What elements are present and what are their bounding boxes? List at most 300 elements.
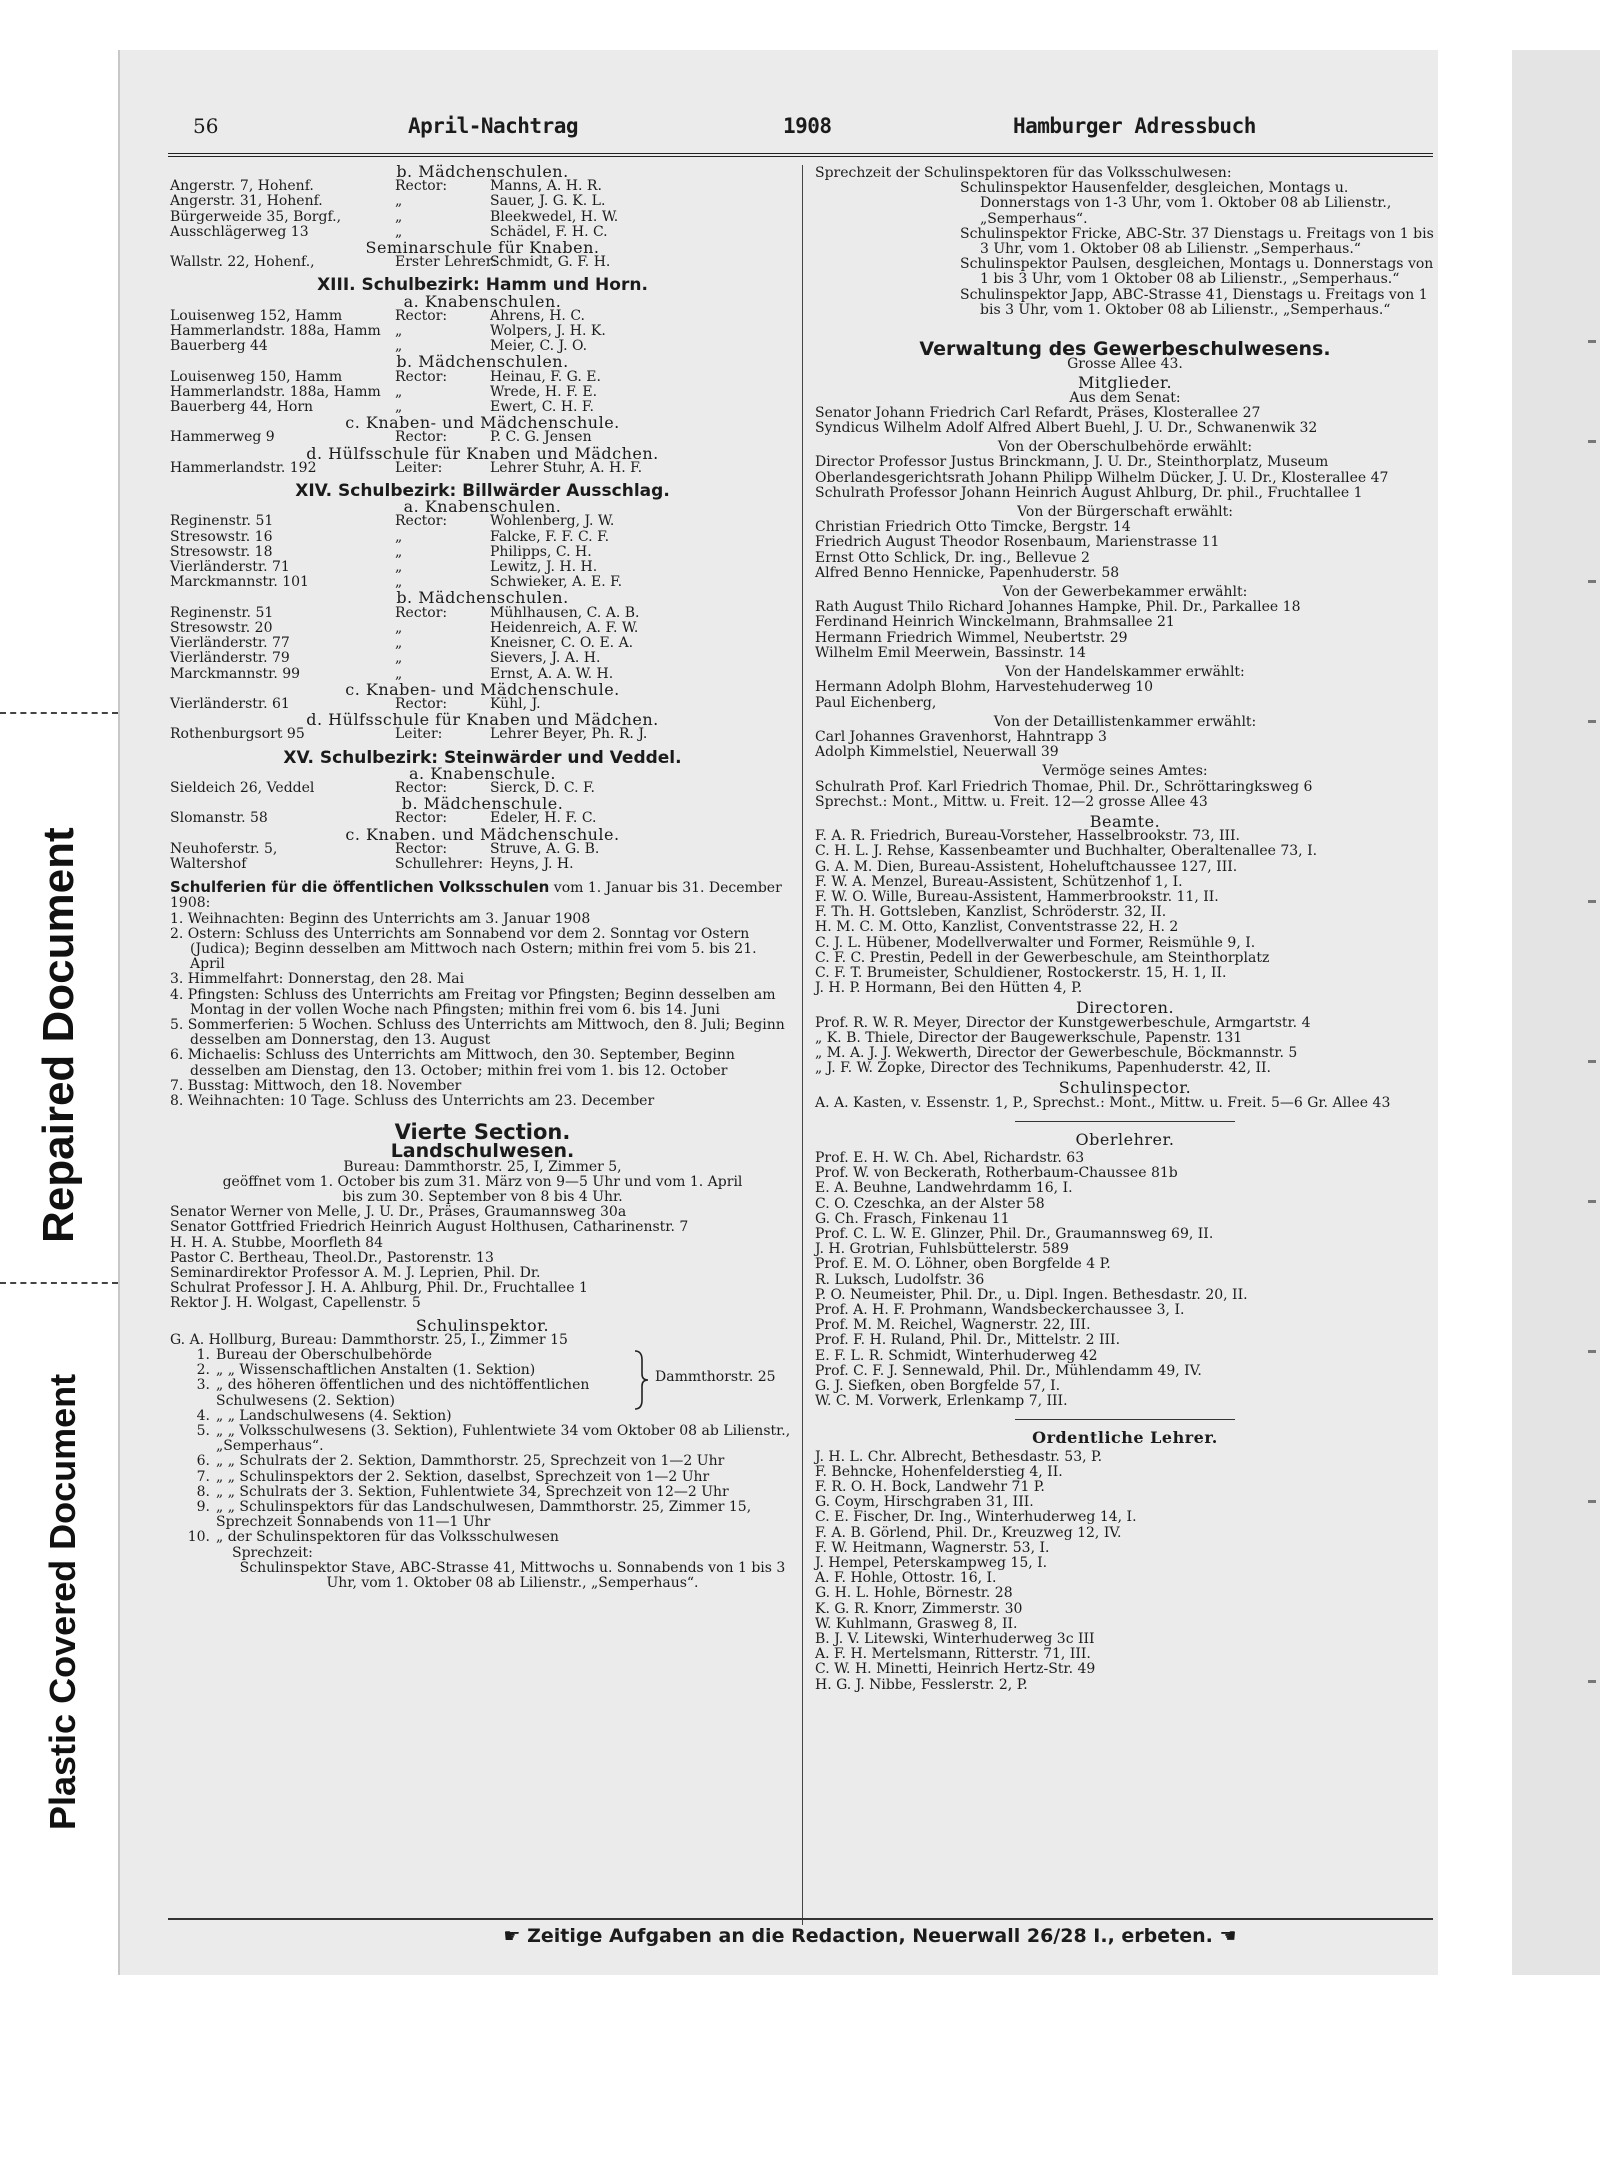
entry-address: Ausschlägerweg 13 — [170, 223, 309, 240]
section-heading: a. Knabenschule. — [409, 763, 556, 783]
dashed-separator — [0, 1282, 118, 1284]
item-number: 2. — [196, 1362, 210, 1379]
group-heading: Vermöge seines Amtes: — [1042, 763, 1208, 780]
text-line: Prof. E. M. O. Löhner, oben Borgfelde 4 P. — [815, 1256, 1111, 1273]
officials-list — [815, 829, 1435, 996]
citizenry-list — [815, 520, 1435, 581]
entry-address: Hammerweg 9 — [170, 429, 275, 446]
section-heading: b. Mädchenschule. — [401, 794, 564, 814]
entry-role: Rector: — [395, 840, 448, 857]
entry-address: Vierländerstr. 71 — [170, 559, 290, 576]
plastic-covered-label: Plastic Covered Document — [42, 1373, 83, 1830]
right-column — [815, 166, 1435, 1693]
divider — [1015, 1419, 1235, 1420]
group-heading: Von der Oberschulbehörde erwählt: — [997, 439, 1253, 456]
entry-person: Wohlenberg, J. W. — [490, 513, 615, 530]
entry-person: Bleekwedel, H. W. — [490, 208, 619, 225]
text-line: C. O. Czeschka, an der Alster 58 — [815, 1195, 1045, 1212]
text-line: G. Coym, Hirschgraben 31, III. — [815, 1494, 1034, 1511]
text-line: Schulrath Prof. Karl Friedrich Thomae, Phil. Dr., Schröttaringksweg 6 — [815, 778, 1313, 795]
section-heading: c. Knaben- und Mädchenschule. — [345, 413, 620, 433]
holidays-title: Schulferien für die öffentlichen Volksschulen — [170, 878, 550, 897]
entry-list — [170, 727, 795, 742]
numbered-item — [170, 1470, 795, 1485]
entry-role: „ — [395, 338, 403, 355]
entry-list — [170, 309, 795, 355]
entry-person: Schädel, F. H. C. — [490, 223, 608, 240]
entry-row — [170, 651, 795, 666]
trade-chamber-list — [815, 600, 1435, 661]
item-text: Bureau der Oberschulbehörde — [216, 1347, 433, 1364]
entry-address: Marckmannstr. 99 — [170, 665, 301, 682]
text-line: Rektor J. H. Wolgast, Capellenstr. 5 — [170, 1295, 421, 1312]
numbered-item — [170, 1485, 795, 1500]
entry-person: Kneisner, C. O. E. A. — [490, 635, 634, 652]
inspector-list-2 — [815, 1096, 1435, 1111]
entry-role: Rector: — [395, 429, 448, 446]
item-number: 8. — [196, 1483, 210, 1500]
text-line: R. Luksch, Ludolfstr. 36 — [815, 1271, 985, 1288]
entry-role: Leiter: — [395, 459, 443, 476]
entry-address: Louisenweg 152, Hamm — [170, 307, 343, 324]
directors-list — [815, 1016, 1435, 1077]
entry-address: Louisenweg 150, Hamm — [170, 368, 343, 385]
entry-row — [170, 385, 795, 400]
member-list — [170, 1205, 795, 1311]
entry-role: „ — [395, 543, 403, 560]
entry-address: Bauerberg 44 — [170, 338, 268, 355]
entry-person: Wrede, H. F. E. — [490, 383, 598, 400]
text-line: J. H. Grotrian, Fuhlsbüttelerstr. 589 — [815, 1241, 1069, 1258]
entry-address: Reginenstr. 51 — [170, 604, 274, 621]
footer-text: Zeitige Aufgaben an die Redaction, Neuerwall 26/28 I., erbeten. — [527, 1925, 1213, 1947]
pointing-hand-icon: ☛ — [503, 1925, 528, 1947]
entry-address: Angerstr. 7, Hohenf. — [170, 178, 314, 195]
text-line: 2. Ostern: Schluss des Unterrichts am Sonnabend vor dem 2. Sonntag vor Ostern (Judica); Beginn desselben am Mittwoch nach Ostern; mithin frei vom 5. bis 21. April — [170, 925, 757, 973]
text-line: Rath August Thilo Richard Johannes Hampke, Phil. Dr., Parkallee 18 — [815, 599, 1301, 616]
entry-row — [170, 727, 795, 742]
entry-person: Manns, A. H. R. — [490, 178, 602, 195]
text-line: 3. Himmelfahrt: Donnerstag, den 28. Mai — [170, 971, 465, 988]
text-line: Prof. C. F. J. Sennewald, Phil. Dr., Mühlendamm 49, IV. — [815, 1362, 1202, 1379]
ex-officio-list — [815, 780, 1435, 810]
entry-address: Hammerlandstr. 188a, Hamm — [170, 323, 381, 340]
page-header — [168, 110, 1433, 150]
entry-role: „ — [395, 635, 403, 652]
entry-role: Rector: — [395, 307, 448, 324]
entry-role: Erster Lehrer: — [395, 254, 498, 271]
numbered-item — [170, 1530, 795, 1545]
entry-person: Sierck, D. C. F. — [490, 779, 595, 796]
section-heading: a. Knabenschulen. — [403, 291, 562, 311]
numbered-item — [170, 1424, 795, 1454]
text-line: Prof. E. H. W. Ch. Abel, Richardstr. 63 — [815, 1149, 1085, 1166]
header-right: Hamburger Adressbuch — [1013, 114, 1256, 138]
section-heading: b. Mädchenschulen. — [396, 162, 569, 181]
header-rule — [168, 153, 1433, 157]
edge-marks — [1588, 300, 1598, 1800]
teachers-list — [815, 1450, 1435, 1693]
entry-row — [170, 514, 795, 529]
entry-person: Sievers, J. A. H. — [490, 650, 601, 667]
item-number: 3. — [196, 1377, 210, 1394]
numbered-list-wrap — [170, 1348, 795, 1546]
item-text: „ „ Schulrats der 3. Sektion, Fuhlentwiete 34, Sprechzeit von 12—2 Uhr — [216, 1483, 729, 1500]
entry-role: „ — [395, 208, 403, 225]
text-line: 8. Weihnachten: 10 Tage. Schluss des Unterrichts am 23. December — [170, 1092, 655, 1109]
text-line: K. G. R. Knorr, Zimmerstr. 30 — [815, 1600, 1023, 1617]
text-line: Seminardirektor Professor A. M. J. Leprien, Phil. Dr. — [170, 1265, 541, 1282]
left-column — [170, 164, 795, 1591]
entry-person: Heyns, J. H. — [490, 855, 574, 872]
text-line: geöffnet vom 1. October bis zum 31. März von 9—5 Uhr und vom 1. April — [222, 1173, 743, 1190]
text-line: Prof. A. H. F. Prohmann, Wandsbeckerchaussee 3, I. — [815, 1302, 1185, 1319]
section-heading: c. Knaben- und Mädchenschule. — [345, 679, 620, 699]
group-heading: Von der Detaillistenkammer erwählt: — [993, 713, 1257, 730]
text-line: Prof. R. W. R. Meyer, Director der Kunstgewerbeschule, Armgartstr. 4 — [815, 1014, 1311, 1031]
text-line: Director Professor Justus Brinckmann, J. U. Dr., Steinthorplatz, Museum — [815, 454, 1329, 471]
text-line: Ferdinand Heinrich Winckelmann, Brahmsallee 21 — [815, 614, 1175, 631]
text-line: 1. Weihnachten: Beginn des Unterrichts am 3. Januar 1908 — [170, 910, 591, 927]
entry-role: „ — [395, 665, 403, 682]
text-line: J. H. L. Chr. Albrecht, Bethesdastr. 53, P. — [815, 1448, 1103, 1465]
text-line: J. H. P. Hormann, Bei den Hütten 4, P. — [815, 980, 1083, 997]
entry-role: Rector: — [395, 368, 448, 385]
entry-role: „ — [395, 399, 403, 416]
entry-person: Wolpers, J. H. K. — [490, 323, 606, 340]
entry-role: Rector: — [395, 513, 448, 530]
inspector-line: G. A. Hollburg, Bureau: Dammthorstr. 25, I., Zimmer 15 — [170, 1331, 568, 1348]
entry-row — [170, 636, 795, 651]
text-line: 6. Michaelis: Schluss des Unterrichts am Mittwoch, den 30. September, Beginn desselben am Dienstag, den 13. October; mithin frei vom 1. bis 12. October — [170, 1047, 735, 1079]
entry-person: Falcke, F. F. C. F. — [490, 528, 610, 545]
section-heading: a. Knabenschulen. — [403, 497, 562, 517]
text-line: bis zum 30. September von 8 bis 4 Uhr. — [342, 1189, 623, 1205]
entry-row — [170, 621, 795, 636]
numbered-item — [170, 1454, 795, 1469]
text-line: C. F. T. Brumeister, Schuldiener, Rostockerstr. 15, H. 1, II. — [815, 964, 1227, 981]
text-line: Friedrich August Theodor Rosenbaum, Marienstrasse 11 — [815, 534, 1220, 551]
text-line: F. W. A. Menzel, Bureau-Assistent, Schützenhof 1, I. — [815, 873, 1183, 890]
text-line: F. A. B. Görlend, Phil. Dr., Kreuzweg 12, IV. — [815, 1524, 1122, 1541]
numbered-item — [170, 1500, 795, 1530]
teachers-heading: Ordentliche Lehrer. — [1032, 1428, 1218, 1448]
retail-chamber-list — [815, 730, 1435, 760]
text-line: C. J. L. Hübener, Modellverwalter und Former, Reismühle 9, I. — [815, 934, 1256, 951]
text-line: Hermann Friedrich Wimmel, Neubertstr. 29 — [815, 629, 1128, 646]
item-text: „ „ Schulinspektors für das Landschulwesen, Dammthorstr. 25, Zimmer 15, Sprechzeit Sonnabends von 11—1 Uhr — [216, 1499, 752, 1531]
footer-rule — [168, 1918, 1433, 1920]
holidays-intro — [170, 880, 795, 911]
administration-title: Verwaltung des Gewerbeschulwesens. — [919, 338, 1331, 361]
entry-row — [170, 179, 795, 194]
entry-row — [170, 309, 795, 324]
text-line: G. H. L. Hohle, Börnestr. 28 — [815, 1585, 1013, 1602]
entry-role: Rector: — [395, 695, 448, 712]
text-line: G. A. M. Dien, Bureau-Assistent, Hoheluftchaussee 127, III. — [815, 858, 1238, 875]
section-heading: c. Knaben. und Mädchenschule. — [345, 824, 620, 844]
entry-person: Ahrens, H. C. — [490, 307, 585, 324]
section-heading: Schulinspektor. — [415, 1315, 550, 1335]
text-line: B. J. V. Litewski, Winterhuderweg 3c III — [815, 1631, 1095, 1648]
entry-address: Vierländerstr. 79 — [170, 650, 290, 667]
section-heading: b. Mädchenschulen. — [396, 352, 569, 372]
entry-row — [170, 842, 795, 857]
text-line: H. H. A. Stubbe, Moorfleth 84 — [170, 1234, 383, 1251]
text-line: F. R. O. H. Bock, Landwehr 71 P. — [815, 1479, 1045, 1496]
group-heading: Von der Gewerbekammer erwählt: — [1002, 584, 1248, 601]
item-text: „ der Schulinspektoren für das Volksschulwesen — [216, 1529, 559, 1546]
directors-heading: Directoren. — [1075, 998, 1175, 1018]
text-line: F. A. R. Friedrich, Bureau-Vorsteher, Hasselbrookstr. 73, III. — [815, 828, 1241, 845]
numbered-item — [170, 1348, 630, 1363]
text-line: Alfred Benno Hennicke, Papenhuderstr. 58 — [815, 564, 1120, 581]
text-line: F. W. O. Wille, Bureau-Assistent, Hammerbrookstr. 11, II. — [815, 888, 1219, 905]
dashed-separator — [0, 712, 118, 714]
entry-address: Waltershof — [170, 855, 247, 872]
consultation-label: Sprechzeit: — [232, 1544, 313, 1561]
text-line: 7. Busstag: Mittwoch, den 18. November — [170, 1077, 462, 1094]
pointing-hand-icon: ☚ — [1219, 1925, 1237, 1947]
entry-address: Stresowstr. 20 — [170, 619, 273, 636]
entry-address: Stresowstr. 16 — [170, 528, 273, 545]
district-title: XIII. Schulbezirk: Hamm und Horn. — [317, 275, 648, 296]
inspector-heading: Schulinspector. — [1058, 1078, 1192, 1098]
entry-list — [170, 461, 795, 476]
entry-role: „ — [395, 574, 403, 591]
text-line: Syndicus Wilhelm Adolf Alfred Albert Buehl, J. U. Dr., Schwanenwik 32 — [815, 420, 1318, 437]
text-line: Prof. M. M. Reichel, Wagnerstr. 22, III. — [815, 1317, 1091, 1334]
entry-role: „ — [395, 383, 403, 400]
entry-person: Lehrer Beyer, Ph. R. J. — [490, 726, 648, 743]
school-board-list — [815, 455, 1435, 501]
text-line: Prof. W. von Beckerath, Rotherbaum-Chaussee 81b — [815, 1165, 1178, 1182]
text-line: Ernst Otto Schlick, Dr. ing., Bellevue 2 — [815, 549, 1090, 566]
section-heading: Seminarschule für Knaben. — [365, 238, 600, 258]
item-number: 5. — [196, 1423, 210, 1440]
entry-address: Vierländerstr. 77 — [170, 635, 290, 652]
text-line: Carl Johannes Gravenhorst, Hahntrapp 3 — [815, 728, 1107, 745]
numbered-item — [170, 1409, 630, 1424]
entry-role: „ — [395, 323, 403, 340]
header-left: April-Nachtrag — [408, 114, 579, 138]
text-line: C. H. L. J. Rehse, Kassenbeamter und Buchhalter, Oberaltenallee 73, I. — [815, 843, 1318, 860]
item-number: 6. — [196, 1453, 210, 1470]
text-line: Senator Gottfried Friedrich Heinrich August Holthusen, Catharinenstr. 7 — [170, 1219, 689, 1236]
consultation-intro: Sprechzeit der Schulinspektoren für das Volksschulwesen: — [815, 165, 1232, 181]
entry-person: P. C. G. Jensen — [490, 429, 592, 446]
text-line: H. M. C. M. Otto, Kanzlist, Conventstrasse 22, H. 2 — [815, 919, 1179, 936]
entry-person: Lehrer Stuhr, A. H. F. — [490, 459, 643, 476]
text-line: G. J. Siefken, oben Borgfelde 57, I. — [815, 1378, 1061, 1395]
entry-role: „ — [395, 528, 403, 545]
entry-role: „ — [395, 559, 403, 576]
item-number: 9. — [196, 1499, 210, 1516]
holidays-range: vom 1. Januar bis 31. December 1908: — [170, 880, 782, 912]
consultation-text: Schulinspektor Stave, ABC-Strasse 41, Mittwochs u. Sonnabends von 1 bis 3 Uhr, vom 1. Oktober 08 ab Lilienstr., „Semperhaus“. — [239, 1559, 786, 1592]
entry-person: Meier, C. J. O. — [490, 338, 588, 355]
entry-person: Kühl, J. — [490, 695, 541, 712]
text-line: Schulinspektor Hausenfelder, desgleichen, Montags u. Donnerstags von 1-3 Uhr, vom 1. Oktober 08 ab Lilienstr., „Semperhaus“. — [960, 180, 1392, 227]
text-line: Schulrath Professor Johann Heinrich August Ahlburg, Dr. phil., Fruchtallee 1 — [815, 484, 1363, 501]
entry-role: Rector: — [395, 810, 448, 827]
entry-address: Hammerlandstr. 188a, Hamm — [170, 383, 381, 400]
text-line: W. C. M. Vorwerk, Erlenkamp 7, III. — [815, 1393, 1068, 1410]
text-line: Senator Werner von Melle, J. U. Dr., Präses, Graumannsweg 30a — [170, 1204, 627, 1221]
brace-label: Dammthorstr. 25 — [655, 1369, 776, 1386]
entry-list — [170, 842, 795, 872]
entry-person: Mühlhausen, C. A. B. — [490, 604, 640, 621]
numbered-item — [170, 1378, 630, 1408]
item-text: „ „ Landschulwesens (4. Sektion) — [216, 1407, 452, 1424]
footer-notice — [370, 1925, 1370, 1947]
text-line: J. Hempel, Peterskampweg 15, I. — [815, 1555, 1048, 1572]
entry-list — [170, 255, 795, 270]
text-line: Hermann Adolph Blohm, Harvestehuderweg 10 — [815, 679, 1154, 696]
entry-address: Marckmannstr. 101 — [170, 574, 309, 591]
entry-row — [170, 210, 795, 225]
entry-address: Slomanstr. 58 — [170, 810, 268, 827]
text-line: Schulinspektor Japp, ABC-Strasse 41, Dienstags u. Freitags von 1 bis 3 Uhr, vom 1. Oktober 08 ab Lilienstr., „Semperhaus.“ — [960, 286, 1428, 318]
senior-teachers-list — [815, 1151, 1435, 1409]
entry-address: Wallstr. 22, Hohenf., — [170, 254, 315, 271]
section-heading: d. Hülfsschule für Knaben und Mädchen. — [306, 710, 659, 730]
entry-address: Bürgerweide 35, Borgf., — [170, 208, 342, 225]
entry-list — [170, 514, 795, 590]
text-line: Sprechst.: Mont., Mittw. u. Freit. 12—2 grosse Allee 43 — [815, 793, 1208, 810]
entry-row — [170, 857, 795, 872]
inspector-list — [815, 181, 1435, 318]
entry-person: Sauer, J. G. K. L. — [490, 193, 606, 210]
entry-row — [170, 370, 795, 385]
item-number: 10. — [187, 1529, 210, 1546]
senior-teachers-heading: Oberlehrer. — [1075, 1129, 1175, 1149]
item-text: „ „ Schulinspektors der 2. Sektion, daselbst, Sprechzeit von 1—2 Uhr — [216, 1468, 710, 1485]
group-heading: Von der Bürgerschaft erwählt: — [1017, 504, 1233, 521]
text-line: Christian Friedrich Otto Timcke, Bergstr. 14 — [815, 519, 1131, 536]
text-line: Senator Johann Friedrich Carl Refardt, Präses, Klosterallee 27 — [815, 404, 1261, 421]
column-rule — [802, 165, 803, 1925]
group-heading: Von der Handelskammer erwählt: — [1005, 664, 1245, 681]
text-line: P. O. Neumeister, Phil. Dr., u. Dipl. Ingen. Bethesdastr. 20, II. — [815, 1286, 1248, 1303]
entry-role: „ — [395, 223, 403, 240]
entry-row — [170, 194, 795, 209]
entry-row — [170, 530, 795, 545]
section-subtitle: Landschulwesen. — [390, 1140, 575, 1163]
entry-role: Leiter: — [395, 726, 443, 743]
entry-person: Schwieker, A. E. F. — [490, 574, 623, 591]
header-year: 1908 — [783, 114, 832, 138]
entry-address: Reginenstr. 51 — [170, 513, 274, 530]
divider — [1015, 1121, 1235, 1122]
page-number: 56 — [193, 114, 219, 138]
text-line: A. F. Hohle, Ottostr. 16, I. — [815, 1570, 997, 1587]
text-line: F. Behncke, Hohenfelderstieg 4, II. — [815, 1463, 1063, 1480]
item-text: „ „ Wissenschaftlichen Anstalten (1. Sektion) — [216, 1362, 536, 1379]
section-title: Vierte Section. — [394, 1120, 571, 1145]
entry-person: Ernst, A. A. W. H. — [490, 665, 614, 682]
entry-person: Lewitz, J. H. H. — [490, 559, 598, 576]
text-line: Schulrat Professor J. H. A. Ahlburg, Phil. Dr., Fruchtallee 1 — [170, 1280, 588, 1297]
item-text: „ des höheren öffentlichen und des nichtöffentlichen Schulwesens (2. Sektion) — [216, 1377, 590, 1409]
entry-address: Vierländerstr. 61 — [170, 695, 290, 712]
text-line: C. E. Fischer, Dr. Ing., Winterhuderweg 14, I. — [815, 1509, 1137, 1526]
members-heading: Mitglieder. — [1077, 373, 1173, 393]
entry-person: Edeler, H. F. C. — [490, 810, 597, 827]
text-line: E. F. L. R. Schmidt, Winterhuderweg 42 — [815, 1347, 1098, 1364]
item-text: „ „ Schulrats der 2. Sektion, Dammthorstr. 25, Sprechzeit von 1—2 Uhr — [216, 1453, 725, 1470]
entry-list — [170, 606, 795, 682]
text-line: Pastor C. Bertheau, Theol.Dr., Pastorenstr. 13 — [170, 1249, 494, 1266]
entry-row — [170, 461, 795, 476]
entry-person: Ewert, C. H. F. — [490, 399, 594, 416]
text-line: Prof. F. H. Ruland, Phil. Dr., Mittelstr. 2 III. — [815, 1332, 1121, 1349]
administration-address: Grosse Allee 43. — [1067, 356, 1183, 373]
text-line: „ M. A. J. J. Wekwerth, Director der Gewerbeschule, Böckmannstr. 5 — [815, 1044, 1298, 1061]
district-title: XV. Schulbezirk: Steinwärder und Veddel. — [283, 747, 682, 768]
text-line: H. G. J. Nibbe, Fesslerstr. 2, P. — [815, 1676, 1028, 1693]
entry-address: Bauerberg 44, Horn — [170, 399, 314, 416]
entry-row — [170, 560, 795, 575]
text-line: Adolph Kimmelstiel, Neuerwall 39 — [815, 744, 1059, 761]
adjacent-page-edge — [1512, 50, 1600, 1975]
entry-person: Heidenreich, A. F. W. — [490, 619, 639, 636]
section-heading: d. Hülfsschule für Knaben und Mädchen. — [306, 443, 659, 463]
numbered-item — [170, 1363, 630, 1378]
text-line: A. F. H. Mertelsmann, Ritterstr. 71, III. — [815, 1646, 1091, 1663]
entry-person: Struve, A. G. B. — [490, 840, 600, 857]
text-line: C. W. H. Minetti, Heinrich Hertz-Str. 49 — [815, 1661, 1096, 1678]
item-text: „ „ Volksschulwesens (3. Sektion), Fuhlentwiete 34 vom Oktober 08 ab Lilienstr., „Semperhaus“. — [216, 1423, 791, 1455]
entry-role: Rector: — [395, 604, 448, 621]
entry-list — [170, 179, 795, 240]
entry-address: Angerstr. 31, Hohenf. — [170, 193, 323, 210]
entry-role: Rector: — [395, 779, 448, 796]
text-line: F. Th. H. Gottsleben, Kanzlist, Schröderstr. 32, II. — [815, 904, 1167, 921]
entry-role: „ — [395, 619, 403, 636]
entry-address: Hammerlandstr. 192 — [170, 459, 317, 476]
commerce-chamber-list — [815, 680, 1435, 710]
text-line: Schulinspektor Fricke, ABC-Str. 37 Dienstags u. Freitags von 1 bis 3 Uhr, vom 1. Oktober 08 ab Lilienstr. „Semperhaus.“ — [960, 225, 1434, 258]
entry-role: Schullehrer: — [395, 855, 484, 872]
item-number: 4. — [196, 1407, 210, 1424]
entry-address: Neuhoferstr. 5, — [170, 840, 278, 857]
text-line: Schulinspektor Paulsen, desgleichen, Montags u. Donnerstags von 1 bis 3 Uhr, vom 1 Oktober 08 ab Lilienstr., „Semperhaus.“ — [960, 256, 1434, 288]
text-line: G. Ch. Frasch, Finkenau 11 — [815, 1210, 1010, 1227]
entry-list — [170, 370, 795, 416]
entry-row — [170, 324, 795, 339]
entry-role: „ — [395, 193, 403, 210]
entry-person: Philipps, C. H. — [490, 543, 592, 560]
entry-person: Schmidt, G. F. H. — [490, 254, 611, 271]
entry-person: Heinau, F. G. E. — [490, 368, 601, 385]
item-number: 1. — [196, 1347, 210, 1364]
entry-role: Rector: — [395, 178, 448, 195]
text-line: Paul Eichenberg, — [815, 694, 937, 711]
text-line: Oberlandesgerichtsrath Johann Philipp Wilhelm Dücker, J. U. Dr., Klosterallee 47 — [815, 469, 1389, 486]
entry-address: Rothenburgsort 95 — [170, 726, 305, 743]
repaired-document-label: Repaired Document — [34, 827, 83, 1243]
officials-heading: Beamte. — [1089, 811, 1161, 831]
item-number: 7. — [196, 1468, 210, 1485]
section-heading: b. Mädchenschulen. — [396, 588, 569, 608]
entry-address: Stresowstr. 18 — [170, 543, 273, 560]
text-line: „ K. B. Thiele, Director der Baugewerkschule, Papenstr. 131 — [815, 1029, 1243, 1046]
text-line: 4. Pfingsten: Schluss des Unterrichts am Freitag vor Pfingsten; Beginn desselben am Montag in der vollen Woche nach Pfingsten; mithin frei vom 6. bis 14. Juni — [170, 986, 776, 1018]
text-line: 5. Sommerferien: 5 Wochen. Schluss des Unterrichts am Mittwoch, den 8. Juli; Beginn desselben am Donnerstag, den 13. August — [170, 1016, 785, 1049]
text-line: E. A. Beuhne, Landwehrdamm 16, I. — [815, 1180, 1073, 1197]
brace-icon — [633, 1350, 649, 1410]
